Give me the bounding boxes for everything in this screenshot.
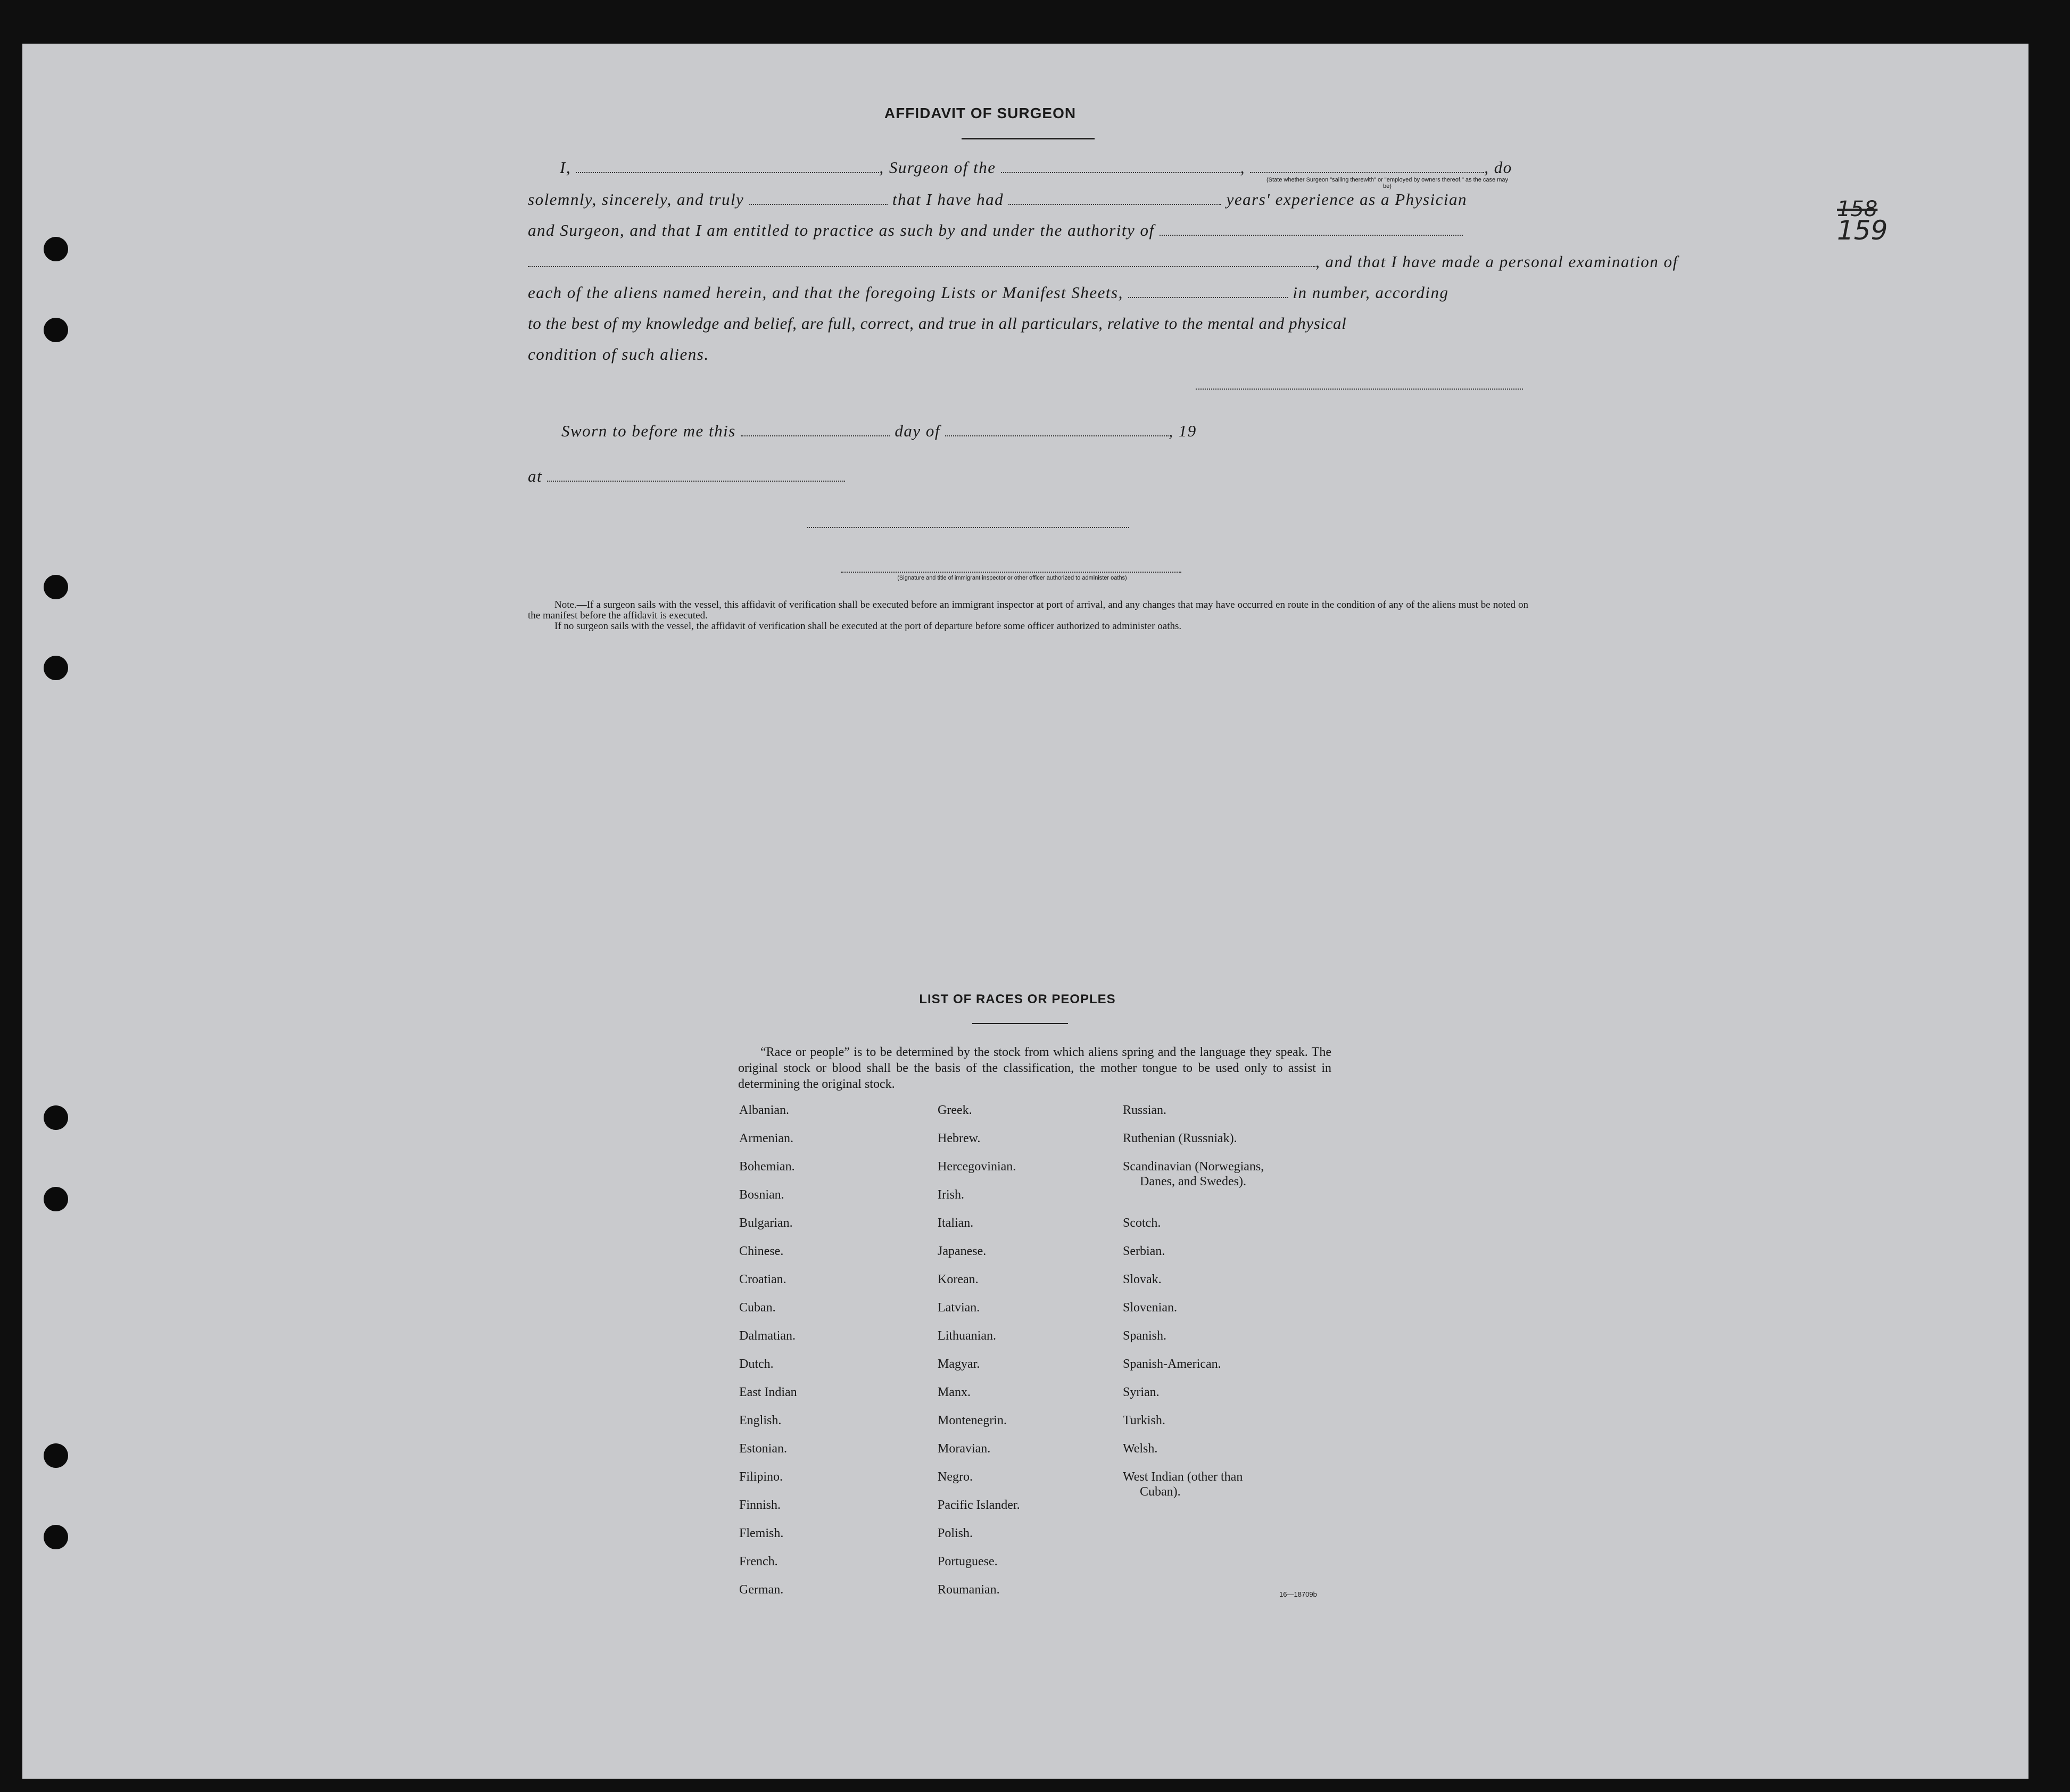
race-item: Hebrew. bbox=[938, 1132, 981, 1145]
affidavit-l3: and Surgeon, and that I am entitled to practice as such by and under the authority of bbox=[528, 221, 1155, 240]
race-item: Cuban. bbox=[739, 1301, 776, 1315]
sworn-b: day of bbox=[895, 422, 940, 440]
affidavit-title: AFFIDAVIT OF SURGEON bbox=[884, 105, 1077, 121]
title-line bbox=[841, 572, 1181, 573]
race-item: Spanish-American. bbox=[1123, 1357, 1221, 1371]
note-2: If no surgeon sails with the vessel, the affidavit of verification shall be executed at the port of departure before some officer authorized to administer oaths. bbox=[554, 621, 1182, 632]
race-item: Bohemian. bbox=[739, 1160, 795, 1174]
sworn-at: at bbox=[528, 467, 543, 485]
race-item: Dutch. bbox=[739, 1357, 774, 1371]
punch-hole bbox=[44, 1105, 68, 1130]
punch-hole bbox=[44, 656, 68, 680]
affidavit-l1d: , do bbox=[1484, 158, 1512, 177]
race-item: Croatian. bbox=[739, 1273, 786, 1286]
punch-hole bbox=[44, 1187, 68, 1211]
form-number: 16—18709b bbox=[1279, 1590, 1317, 1598]
race-item: Cuban). bbox=[1140, 1485, 1181, 1499]
race-item: German. bbox=[739, 1583, 784, 1597]
punch-hole bbox=[44, 318, 68, 342]
surgeon-signature-line bbox=[1196, 389, 1523, 390]
race-item: Moravian. bbox=[938, 1442, 991, 1456]
race-item: Chinese. bbox=[739, 1244, 784, 1258]
punch-hole bbox=[44, 1525, 68, 1549]
races-column-1 bbox=[739, 1103, 797, 1611]
race-item: Russian. bbox=[1123, 1103, 1167, 1117]
race-item: Spanish. bbox=[1123, 1329, 1167, 1343]
race-item: Pacific Islander. bbox=[938, 1498, 1020, 1512]
title-underline bbox=[962, 138, 1095, 139]
affidavit-l2a: solemnly, sincerely, and truly bbox=[528, 190, 744, 209]
race-item: Hercegovinian. bbox=[938, 1160, 1016, 1174]
race-item: Manx. bbox=[938, 1385, 971, 1399]
race-item: Scotch. bbox=[1123, 1216, 1161, 1230]
surgeon-type-note: (State whether Surgeon "sailing therewith" or "employed by owners thereof," as the case may be) bbox=[1266, 177, 1509, 189]
affidavit-line-3 bbox=[528, 221, 1463, 240]
race-item: Armenian. bbox=[739, 1132, 793, 1145]
race-item: Estonian. bbox=[739, 1442, 787, 1456]
race-item: Bosnian. bbox=[739, 1188, 784, 1202]
race-item: Latvian. bbox=[938, 1301, 980, 1315]
affidavit-l5a: each of the aliens named herein, and that the foregoing Lists or Manifest Sheets, bbox=[528, 283, 1123, 302]
race-item: Negro. bbox=[938, 1470, 973, 1484]
race-item: Irish. bbox=[938, 1188, 964, 1202]
at-line bbox=[528, 467, 845, 486]
race-item: Welsh. bbox=[1123, 1442, 1158, 1456]
affidavit-line-5 bbox=[528, 283, 1449, 302]
sworn-c: , 19 bbox=[1169, 422, 1197, 440]
race-item: West Indian (other than bbox=[1123, 1470, 1243, 1484]
affidavit-line-7 bbox=[528, 345, 709, 364]
race-item: Dalmatian. bbox=[739, 1329, 796, 1343]
race-item: Albanian. bbox=[739, 1103, 789, 1117]
race-item: Serbian. bbox=[1123, 1244, 1165, 1258]
race-item: Italian. bbox=[938, 1216, 974, 1230]
affidavit-l1a: I, bbox=[560, 158, 572, 177]
race-item: Magyar. bbox=[938, 1357, 980, 1371]
signature-caption: (Signature and title of immigrant inspector or other officer authorized to administer oaths) bbox=[897, 575, 1127, 581]
race-item: English. bbox=[739, 1414, 782, 1427]
struck-page-number: 158 bbox=[1837, 197, 1878, 221]
race-item: Japanese. bbox=[938, 1244, 987, 1258]
inspector-signature-line bbox=[807, 527, 1129, 528]
affidavit-l1c: , bbox=[1240, 158, 1245, 177]
affidavit-l7: condition of such aliens. bbox=[528, 345, 709, 364]
races-title: LIST OF RACES OR PEOPLES bbox=[919, 992, 1116, 1006]
punch-hole bbox=[44, 575, 68, 599]
affidavit-line-4 bbox=[528, 252, 1678, 271]
race-item: Montenegrin. bbox=[938, 1414, 1007, 1427]
affidavit-l5b: in number, according bbox=[1293, 283, 1449, 302]
race-item: Finnish. bbox=[739, 1498, 781, 1512]
affidavit-l6: to the best of my knowledge and belief, are full, correct, and true in all particulars, relative to the mental and physical bbox=[528, 314, 1347, 333]
note-1: Note.—If a surgeon sails with the vessel, this affidavit of verification shall be executed before an immigrant inspector at port of arrival, and any changes that may have occurred en route in the condition of any of the aliens must be noted on the manifest before the affidavit is executed. bbox=[528, 599, 1528, 621]
race-item: Filipino. bbox=[739, 1470, 783, 1484]
race-item: Flemish. bbox=[739, 1526, 784, 1540]
affidavit-l1b: , Surgeon of the bbox=[879, 158, 996, 177]
race-item: Slovak. bbox=[1123, 1273, 1162, 1286]
race-item: Danes, and Swedes). bbox=[1140, 1175, 1246, 1188]
affidavit-note bbox=[528, 600, 1528, 632]
race-item: Greek. bbox=[938, 1103, 972, 1117]
affidavit-line-1 bbox=[560, 158, 1512, 177]
race-item: Slovenian. bbox=[1123, 1301, 1177, 1315]
sworn-a: Sworn to before me this bbox=[561, 422, 736, 440]
race-item: Roumanian. bbox=[938, 1583, 1000, 1597]
affidavit-l2b: that I have had bbox=[892, 190, 1004, 209]
race-item: Korean. bbox=[938, 1273, 979, 1286]
affidavit-l4: , and that I have made a personal examination of bbox=[1315, 252, 1678, 271]
race-item: French. bbox=[739, 1555, 778, 1568]
punch-hole bbox=[44, 237, 68, 261]
race-item: Bulgarian. bbox=[739, 1216, 793, 1230]
race-item: Polish. bbox=[938, 1526, 973, 1540]
race-item: Syrian. bbox=[1123, 1385, 1160, 1399]
handwritten-page-number: 159 bbox=[1837, 215, 1888, 246]
race-item: Portuguese. bbox=[938, 1555, 998, 1568]
affidavit-line-6 bbox=[528, 314, 1346, 333]
races-intro: “Race or people” is to be determined by the stock from which aliens spring and the language they speak. The original stock or blood shall be the basis of the classification, the mother tongue to be used only to assist in determining the original stock. bbox=[738, 1045, 1331, 1091]
affidavit-l2c: years' experience as a Physician bbox=[1226, 190, 1467, 209]
affidavit-line-2 bbox=[528, 190, 1467, 209]
races-column-2 bbox=[938, 1103, 1020, 1611]
punch-hole bbox=[44, 1443, 68, 1468]
race-item: Lithuanian. bbox=[938, 1329, 996, 1343]
document-sheet bbox=[22, 44, 2028, 1779]
race-item: East Indian bbox=[739, 1385, 797, 1399]
race-item: Turkish. bbox=[1123, 1414, 1165, 1427]
races-column-3 bbox=[1123, 1103, 1264, 1513]
sworn-line bbox=[561, 422, 1197, 441]
race-item: Ruthenian (Russniak). bbox=[1123, 1132, 1237, 1145]
race-item: Scandinavian (Norwegians, bbox=[1123, 1160, 1264, 1174]
races-title-underline bbox=[972, 1023, 1068, 1024]
